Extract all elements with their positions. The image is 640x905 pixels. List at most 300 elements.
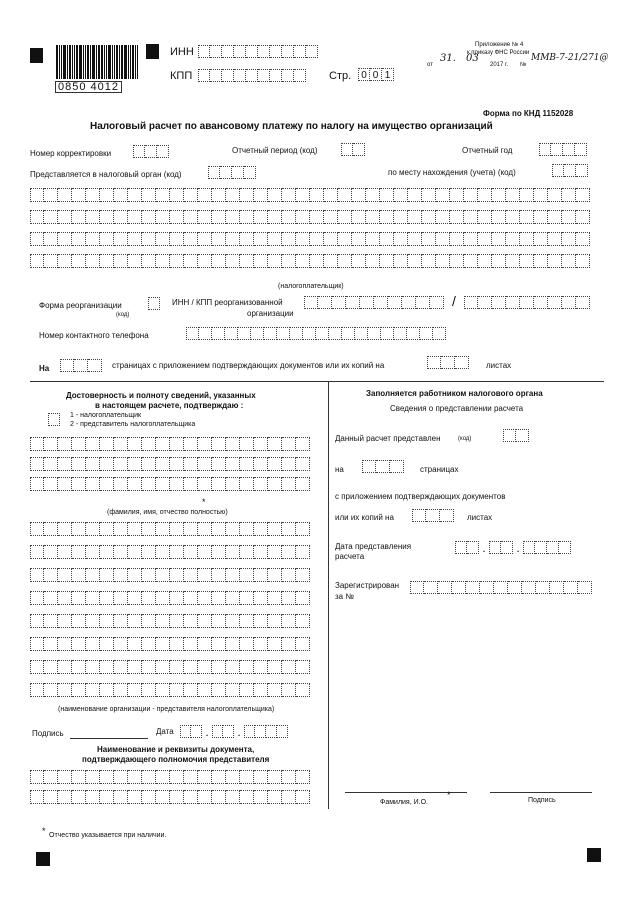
input-cell xyxy=(100,254,114,268)
input-cell xyxy=(100,790,114,804)
input-cell xyxy=(408,210,422,224)
input-cell xyxy=(198,522,212,536)
input-cell xyxy=(251,327,264,340)
input-cell xyxy=(296,614,310,628)
input-cell xyxy=(44,545,58,559)
input-cell xyxy=(368,327,381,340)
input-cell xyxy=(86,790,100,804)
input-cell xyxy=(240,210,254,224)
input-cell xyxy=(184,232,198,246)
input-cell xyxy=(72,522,86,536)
input-cell xyxy=(170,790,184,804)
input-cell xyxy=(576,254,590,268)
input-cell xyxy=(562,188,576,202)
input-cell xyxy=(72,591,86,605)
input-cell xyxy=(226,188,240,202)
input-cell xyxy=(156,522,170,536)
order-year: 2017 г. xyxy=(490,62,509,68)
input-cell xyxy=(128,545,142,559)
reorg-kpp-field[interactable] xyxy=(464,296,590,309)
input-cell xyxy=(58,210,72,224)
input-cell xyxy=(114,210,128,224)
right-sheets-field[interactable] xyxy=(412,509,454,522)
input-cell xyxy=(198,232,212,246)
input-cell xyxy=(422,232,436,246)
page-digit-3: 1 xyxy=(384,70,391,81)
input-cell xyxy=(100,457,114,471)
input-cell xyxy=(142,188,156,202)
input-cell xyxy=(254,188,268,202)
barcode-bar xyxy=(90,45,91,79)
input-cell xyxy=(212,437,226,451)
confirm-title-line-2: в настоящем расчете, подтверждаю : xyxy=(95,401,244,410)
input-cell xyxy=(366,232,380,246)
barcode-bar xyxy=(130,45,131,79)
input-cell xyxy=(268,210,282,224)
input-cell xyxy=(170,522,184,536)
input-cell xyxy=(184,660,198,674)
input-cell xyxy=(254,457,268,471)
barcode-number: 0850 4012 xyxy=(55,81,122,93)
input-cell xyxy=(86,188,100,202)
confirm-role-field[interactable] xyxy=(48,413,60,426)
input-cell xyxy=(100,660,114,674)
input-cell xyxy=(466,581,480,594)
pages-count-field[interactable] xyxy=(60,359,102,372)
input-cell xyxy=(184,457,198,471)
input-cell xyxy=(30,232,44,246)
input-cell xyxy=(133,145,145,158)
input-cell xyxy=(226,790,240,804)
input-cell xyxy=(156,254,170,268)
input-cell xyxy=(156,232,170,246)
input-cell xyxy=(240,660,254,674)
input-cell xyxy=(184,522,198,536)
input-cell xyxy=(184,614,198,628)
input-cell xyxy=(86,477,100,491)
input-cell xyxy=(198,457,212,471)
doc-title-line-1: Наименование и реквизиты документа, xyxy=(97,745,255,754)
order-month: 03 xyxy=(466,53,479,64)
input-cell xyxy=(226,614,240,628)
input-cell xyxy=(464,296,478,309)
input-cell xyxy=(212,327,225,340)
correction-number-label: Номер корректировки xyxy=(30,149,112,158)
input-cell xyxy=(562,296,576,309)
corner-marker-top-left xyxy=(30,48,43,63)
input-cell xyxy=(362,460,376,473)
registration-number-field[interactable] xyxy=(410,581,592,594)
barcode-bar xyxy=(74,45,75,79)
input-cell xyxy=(380,210,394,224)
input-cell xyxy=(198,477,212,491)
input-cell xyxy=(394,232,408,246)
input-cell xyxy=(157,145,169,158)
input-cell xyxy=(388,296,402,309)
input-cell xyxy=(282,232,296,246)
input-cell xyxy=(114,770,128,784)
input-cell xyxy=(128,660,142,674)
input-cell xyxy=(128,522,142,536)
input-cell xyxy=(296,210,310,224)
input-cell xyxy=(100,637,114,651)
input-cell xyxy=(478,188,492,202)
barcode-bar xyxy=(128,45,129,79)
input-cell xyxy=(296,660,310,674)
input-cell xyxy=(86,210,100,224)
input-cell xyxy=(240,545,254,559)
input-cell xyxy=(212,660,226,674)
input-cell xyxy=(186,327,199,340)
input-cell xyxy=(44,232,58,246)
input-cell xyxy=(198,188,212,202)
input-cell xyxy=(296,477,310,491)
input-cell xyxy=(212,568,226,582)
submission-date-label-2: расчета xyxy=(335,552,365,561)
input-cell xyxy=(264,327,277,340)
input-cell xyxy=(184,254,198,268)
barcode-bar xyxy=(98,45,100,79)
input-cell xyxy=(310,254,324,268)
input-cell xyxy=(86,660,100,674)
input-cell xyxy=(548,254,562,268)
input-cell xyxy=(559,541,571,554)
barcode-bar xyxy=(59,45,60,79)
input-cell xyxy=(536,581,550,594)
input-cell xyxy=(170,232,184,246)
input-cell xyxy=(394,327,407,340)
input-cell xyxy=(552,164,564,177)
inn-label: ИНН xyxy=(170,46,194,58)
input-cell xyxy=(226,477,240,491)
phone-field[interactable] xyxy=(186,327,446,340)
input-cell xyxy=(191,725,202,738)
or-copies-label: или их копий на xyxy=(335,513,394,522)
input-cell xyxy=(501,541,513,554)
input-cell xyxy=(244,166,256,179)
input-cell xyxy=(86,614,100,628)
input-cell xyxy=(478,254,492,268)
input-cell xyxy=(282,457,296,471)
input-cell xyxy=(128,614,142,628)
input-cell xyxy=(436,210,450,224)
input-cell xyxy=(156,614,170,628)
input-cell xyxy=(212,522,226,536)
input-cell xyxy=(324,188,338,202)
input-cell xyxy=(72,545,86,559)
input-cell xyxy=(254,210,268,224)
reporting-period-field[interactable] xyxy=(341,143,365,156)
input-cell xyxy=(58,660,72,674)
input-cell xyxy=(282,637,296,651)
barcode-bar xyxy=(96,45,97,79)
input-cell xyxy=(246,45,258,58)
input-cell xyxy=(380,232,394,246)
input-cell xyxy=(86,591,100,605)
input-cell xyxy=(268,437,282,451)
input-cell xyxy=(58,790,72,804)
input-cell xyxy=(226,591,240,605)
input-cell xyxy=(184,545,198,559)
input-cell xyxy=(184,770,198,784)
input-cell xyxy=(282,660,296,674)
input-cell xyxy=(296,437,310,451)
input-cell xyxy=(268,790,282,804)
input-cell xyxy=(534,296,548,309)
input-cell xyxy=(576,188,590,202)
input-cell xyxy=(58,637,72,651)
signature-line xyxy=(70,738,148,739)
input-cell xyxy=(100,683,114,697)
input-cell xyxy=(100,614,114,628)
input-cell xyxy=(86,545,100,559)
appendix-line-2: к приказу ФНС России xyxy=(467,50,530,56)
input-cell xyxy=(240,437,254,451)
input-cell xyxy=(142,770,156,784)
input-cell xyxy=(128,188,142,202)
reorg-inn-field[interactable] xyxy=(304,296,444,309)
input-cell xyxy=(58,770,72,784)
registered-label-1: Зарегистрирован xyxy=(335,581,400,590)
input-cell xyxy=(489,541,501,554)
input-cell xyxy=(44,770,58,784)
input-cell xyxy=(170,637,184,651)
input-cell xyxy=(366,210,380,224)
input-cell xyxy=(420,327,433,340)
representative-org-field[interactable] xyxy=(30,522,310,706)
input-cell xyxy=(520,296,534,309)
input-cell xyxy=(234,69,246,82)
section-divider xyxy=(30,381,604,382)
input-cell xyxy=(464,210,478,224)
input-cell xyxy=(44,637,58,651)
input-cell xyxy=(240,188,254,202)
input-cell xyxy=(156,210,170,224)
input-cell xyxy=(550,581,564,594)
input-cell xyxy=(30,477,44,491)
input-cell xyxy=(30,770,44,784)
input-cell xyxy=(128,568,142,582)
input-cell xyxy=(240,683,254,697)
input-cell xyxy=(422,210,436,224)
input-cell xyxy=(268,568,282,582)
input-cell xyxy=(316,327,329,340)
input-cell xyxy=(366,188,380,202)
input-cell xyxy=(72,660,86,674)
officer-fio-caption: Фамилия, И.О. xyxy=(380,799,428,806)
input-cell xyxy=(210,45,222,58)
correction-number-field[interactable] xyxy=(133,145,169,158)
input-cell xyxy=(394,210,408,224)
input-cell xyxy=(156,660,170,674)
input-cell xyxy=(282,69,294,82)
right-pages-label: страницах xyxy=(420,465,459,474)
corner-marker-bottom-left xyxy=(36,852,50,866)
submission-code-field[interactable] xyxy=(503,429,529,442)
page-label: Стр. xyxy=(329,70,352,82)
sheets-count-field[interactable] xyxy=(427,356,469,369)
page-number-field[interactable] xyxy=(358,68,394,81)
input-cell xyxy=(424,581,438,594)
input-cell xyxy=(240,232,254,246)
input-cell xyxy=(72,770,86,784)
input-cell xyxy=(184,568,198,582)
input-cell xyxy=(212,232,226,246)
barcode-bar xyxy=(63,45,66,79)
registered-label-2: за № xyxy=(335,592,354,601)
submission-info-subtitle: Сведения о представлении расчета xyxy=(390,404,524,413)
input-cell xyxy=(44,660,58,674)
input-cell xyxy=(198,637,212,651)
input-cell xyxy=(282,683,296,697)
column-divider xyxy=(328,381,329,809)
input-cell xyxy=(100,188,114,202)
input-cell xyxy=(492,188,506,202)
tax-organ-field[interactable] xyxy=(208,166,256,179)
input-cell xyxy=(212,188,226,202)
input-cell xyxy=(226,457,240,471)
input-cell xyxy=(551,143,563,156)
input-cell xyxy=(114,522,128,536)
input-cell xyxy=(72,232,86,246)
input-cell xyxy=(100,477,114,491)
input-cell xyxy=(394,188,408,202)
input-cell xyxy=(296,770,310,784)
input-cell xyxy=(254,477,268,491)
corner-marker-top-right xyxy=(146,44,159,59)
signer-fio-field[interactable] xyxy=(30,437,310,497)
input-cell xyxy=(310,232,324,246)
input-cell xyxy=(156,770,170,784)
input-cell xyxy=(86,637,100,651)
input-cell xyxy=(225,327,238,340)
input-cell xyxy=(44,522,58,536)
inn-field[interactable] xyxy=(198,45,318,58)
input-cell xyxy=(30,254,44,268)
reorg-inn-sub: организации xyxy=(247,309,294,318)
input-cell xyxy=(282,790,296,804)
input-cell xyxy=(240,790,254,804)
input-cell xyxy=(436,188,450,202)
input-cell xyxy=(170,457,184,471)
input-cell xyxy=(114,188,128,202)
input-cell xyxy=(86,683,100,697)
input-cell xyxy=(535,541,547,554)
input-cell xyxy=(114,790,128,804)
date-separator-dot: . xyxy=(205,725,209,739)
input-cell xyxy=(184,477,198,491)
taxpayer-name-field[interactable] xyxy=(30,188,590,276)
input-cell xyxy=(223,725,234,738)
signature-date-field[interactable] xyxy=(180,725,288,738)
input-cell xyxy=(433,327,446,340)
input-cell xyxy=(294,69,306,82)
input-cell xyxy=(240,522,254,536)
input-cell xyxy=(72,437,86,451)
input-cell xyxy=(114,614,128,628)
input-cell xyxy=(376,460,390,473)
input-cell xyxy=(282,770,296,784)
input-cell xyxy=(226,254,240,268)
input-cell xyxy=(575,143,587,156)
barcode-bar xyxy=(72,45,73,79)
input-cell xyxy=(128,591,142,605)
input-cell xyxy=(156,477,170,491)
input-cell xyxy=(184,790,198,804)
input-cell xyxy=(198,545,212,559)
input-cell xyxy=(254,591,268,605)
input-cell xyxy=(408,232,422,246)
input-cell xyxy=(426,509,440,522)
input-cell xyxy=(226,660,240,674)
right-pages-field[interactable] xyxy=(362,460,404,473)
input-cell xyxy=(100,232,114,246)
kpp-field[interactable] xyxy=(198,69,306,82)
input-cell xyxy=(58,437,72,451)
input-cell xyxy=(72,254,86,268)
barcode xyxy=(56,45,139,79)
input-cell xyxy=(114,660,128,674)
input-cell xyxy=(142,477,156,491)
reporting-period-label: Отчетный период (код) xyxy=(232,146,318,155)
authority-document-field[interactable] xyxy=(30,770,310,810)
input-cell xyxy=(212,545,226,559)
input-cell xyxy=(562,210,576,224)
input-cell xyxy=(360,296,374,309)
input-cell xyxy=(282,614,296,628)
input-cell xyxy=(114,545,128,559)
input-cell xyxy=(296,232,310,246)
input-cell xyxy=(534,188,548,202)
input-cell xyxy=(296,254,310,268)
input-cell xyxy=(290,327,303,340)
input-cell xyxy=(226,637,240,651)
input-cell xyxy=(44,437,58,451)
input-cell xyxy=(296,683,310,697)
input-cell xyxy=(547,541,559,554)
input-cell xyxy=(128,637,142,651)
input-cell xyxy=(282,477,296,491)
input-cell xyxy=(539,143,551,156)
input-cell xyxy=(156,457,170,471)
input-cell xyxy=(184,591,198,605)
input-cell xyxy=(338,188,352,202)
reorg-form-field[interactable] xyxy=(148,297,160,310)
input-cell xyxy=(338,210,352,224)
input-cell xyxy=(128,790,142,804)
reporting-year-field[interactable] xyxy=(539,143,587,156)
input-cell xyxy=(30,683,44,697)
location-code-field[interactable] xyxy=(552,164,588,177)
input-cell xyxy=(86,457,100,471)
submission-date-field[interactable] xyxy=(455,541,571,554)
input-cell xyxy=(455,541,467,554)
input-cell xyxy=(310,188,324,202)
input-cell xyxy=(240,614,254,628)
barcode-bar xyxy=(114,45,115,79)
barcode-bar xyxy=(104,45,105,79)
input-cell xyxy=(210,69,222,82)
input-cell xyxy=(156,637,170,651)
input-cell xyxy=(282,45,294,58)
submitted-code-sub: (код) xyxy=(458,436,472,442)
input-cell xyxy=(266,725,277,738)
input-cell xyxy=(564,164,576,177)
input-cell xyxy=(282,188,296,202)
input-cell xyxy=(254,545,268,559)
input-cell xyxy=(100,437,114,451)
input-cell xyxy=(226,232,240,246)
